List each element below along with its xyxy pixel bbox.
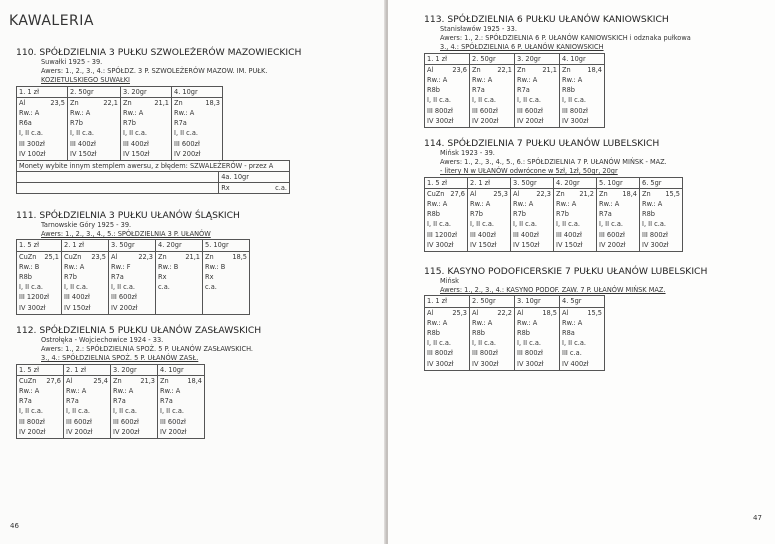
- cell-line: I, II c.a.: [472, 339, 496, 348]
- column-header: 5. 10gr: [203, 240, 250, 251]
- cell-line: I, II c.a.: [599, 220, 623, 229]
- variant-note-table: [16, 160, 290, 195]
- column-header: 3. 20gr: [111, 364, 158, 375]
- cell-line: Rw.: A: [70, 109, 91, 118]
- column-header: 5. 10gr: [597, 177, 640, 188]
- cell-line: Rw.: A: [19, 109, 40, 118]
- cell-line: I, II c.a.: [427, 96, 451, 105]
- cell-line: III 800zł: [427, 106, 453, 115]
- cell-line: Rx: [158, 273, 167, 282]
- cell-line: R8b: [472, 329, 485, 338]
- column-header: 3. 20gr: [515, 53, 560, 64]
- variant-blank: [17, 172, 219, 183]
- column-header: 4. 5gr: [560, 296, 605, 307]
- cell-line: I, II c.a.: [19, 407, 43, 416]
- cell-line: IV 200zł: [517, 116, 544, 125]
- cell-line: R8a: [562, 329, 575, 338]
- cell-line: III 800zł: [562, 106, 588, 115]
- coin-table: [16, 364, 205, 439]
- metal: Zn: [599, 189, 608, 198]
- right-page: [388, 0, 775, 544]
- diameter: 22,2: [497, 308, 512, 317]
- cell-line: IV 300zł: [427, 359, 454, 368]
- cell-line: Rw.: A: [19, 387, 40, 396]
- cell-line: R7a: [66, 397, 79, 406]
- section-title: 112. SPÓŁDZIELNIA 5 PUŁKU UŁANÓW ZASŁAWSKICH: [16, 325, 262, 336]
- column-header: 3. 50gr: [511, 177, 554, 188]
- cell-line: III 800zł: [427, 349, 453, 358]
- coin-table: [16, 86, 223, 161]
- cell-line: R8b: [642, 210, 655, 219]
- diameter: 21,1: [154, 98, 169, 107]
- diameter: 22,3: [536, 189, 551, 198]
- cell-line: III 1200zł: [19, 293, 50, 302]
- cell-line: I, II c.a.: [64, 283, 88, 292]
- metal: CuZn: [427, 189, 445, 198]
- coin-cell: [64, 375, 111, 438]
- cell-line: IV 300zł: [517, 359, 544, 368]
- metal: Zn: [70, 98, 79, 107]
- cell-line: I, II c.a.: [562, 339, 586, 348]
- column-header: 3. 10gr: [515, 296, 560, 307]
- coin-cell: [111, 375, 158, 438]
- cell-line: Rw.: A: [513, 200, 534, 209]
- coin-table: [424, 177, 683, 252]
- diameter: 22,3: [138, 252, 153, 261]
- cell-line: Rw.: B: [19, 262, 40, 271]
- page-number: 47: [753, 514, 762, 522]
- metal: Al: [513, 189, 520, 198]
- cell-line: I, II c.a.: [66, 407, 90, 416]
- cell-line: R7b: [470, 210, 483, 219]
- diameter: 22,1: [497, 65, 512, 74]
- coin-cell: [62, 251, 109, 314]
- coin-cell: [515, 307, 560, 370]
- column-header: 2. 50gr: [68, 86, 121, 97]
- cell-line: R8b: [427, 329, 440, 338]
- section-awers: Awers: 1., 2.: SPÓŁDZIELNIA 6 P. UŁANÓW KANIOWSKICH i odznaka pułkowa: [440, 34, 691, 43]
- diameter: 18,4: [587, 65, 602, 74]
- cell-line: Rw.: F: [111, 262, 131, 271]
- cell-line: III 600zł: [517, 106, 543, 115]
- cell-line: IV 300zł: [642, 240, 669, 249]
- section-place: Tarnowskie Góry 1925 - 39.: [41, 221, 132, 229]
- diameter: 27,6: [450, 189, 465, 198]
- variant-rx: Rx c.a.: [219, 183, 290, 194]
- cell-line: IV 150zł: [64, 303, 91, 312]
- cell-line: IV 300zł: [19, 303, 46, 312]
- cell-line: III 600zł: [472, 106, 498, 115]
- cell-line: Rw.: A: [472, 318, 493, 327]
- section-title: 114. SPÓŁDZIELNIA 7 PUŁKU UŁANÓW LUBELSKICH: [424, 138, 660, 149]
- coin-cell: [511, 188, 554, 251]
- coin-cell: [121, 97, 172, 160]
- cell-line: R7a: [472, 86, 485, 95]
- metal: CuZn: [19, 252, 37, 261]
- cell-line: IV 100zł: [19, 149, 46, 158]
- metal: Zn: [642, 189, 651, 198]
- section-112: [16, 325, 261, 439]
- metal: Zn: [174, 98, 183, 107]
- cell-line: Rw.: A: [470, 200, 491, 209]
- cell-line: III 400zł: [123, 139, 149, 148]
- cell-line: IV 200zł: [113, 427, 140, 436]
- cell-line: IV 200zł: [472, 116, 499, 125]
- coin-cell: [158, 375, 205, 438]
- column-header: 4. 10gr: [172, 86, 223, 97]
- section-awers: Awers: 1., 2., 3., 4., 5., 6.: SPÓŁDZIELNIA 7 P. UŁANÓW MIŃSK - MAZ.: [440, 158, 667, 167]
- cell-line: R7a: [517, 86, 530, 95]
- cell-line: III 600zł: [174, 139, 200, 148]
- metal: Zn: [160, 376, 169, 385]
- metal: Al: [470, 189, 477, 198]
- section-title: 113. SPÓŁDZIELNIA 6 PUŁKU UŁANÓW KANIOWSKICH: [424, 14, 669, 25]
- cell-line: I, II c.a.: [113, 407, 137, 416]
- cell-line: III 400zł: [470, 230, 496, 239]
- cell-line: IV 150zł: [513, 240, 540, 249]
- section-title: 111. SPÓŁDZIELNIA 3 PUŁKU UŁANÓW ŚLĄSKICH: [16, 210, 240, 221]
- metal: Zn: [556, 189, 565, 198]
- section-110: [16, 47, 301, 194]
- cell-line: IV 300zł: [472, 359, 499, 368]
- cell-line: III 800zł: [19, 417, 45, 426]
- cell-line: I, II c.a.: [174, 129, 198, 138]
- cell-line: I, II c.a.: [123, 129, 147, 138]
- metal: Al: [19, 98, 26, 107]
- cell-line: III 600zł: [113, 417, 139, 426]
- cell-line: R7a: [111, 273, 124, 282]
- cell-line: IV 200zł: [66, 427, 93, 436]
- section-awers-cont: 3., 4.: SPÓŁDZIELNIA 6 P. UŁANÓW KANIOWSKICH: [440, 43, 604, 52]
- coin-cell: [156, 251, 203, 314]
- section-114: [424, 138, 683, 252]
- cell-line: R8b: [427, 210, 440, 219]
- section-place: Mińsk 1923 - 39.: [440, 149, 495, 157]
- column-header: 4. 20gr: [156, 240, 203, 251]
- diameter: 25,3: [452, 308, 467, 317]
- cell-line: Rw.: A: [562, 318, 583, 327]
- section-113: [424, 14, 691, 128]
- metal: Zn: [158, 252, 167, 261]
- diameter: 25,4: [93, 376, 108, 385]
- metal: Al: [562, 308, 569, 317]
- cell-line: III 800zł: [642, 230, 668, 239]
- section-place: Suwałki 1925 - 39.: [41, 58, 103, 66]
- metal: Al: [66, 376, 73, 385]
- cell-line: III 800zł: [517, 349, 543, 358]
- diameter: 18,5: [232, 252, 247, 261]
- diameter: 15,5: [587, 308, 602, 317]
- metal: Zn: [123, 98, 132, 107]
- cell-line: I, II c.a.: [427, 339, 451, 348]
- section-115: [424, 266, 707, 371]
- column-header: 4. 20gr: [554, 177, 597, 188]
- metal: Al: [111, 252, 118, 261]
- cell-line: IV 300zł: [562, 116, 589, 125]
- diameter: 21,1: [185, 252, 200, 261]
- metal: Zn: [517, 65, 526, 74]
- column-header: 1. 1 zł: [425, 296, 470, 307]
- diameter: 21,3: [140, 376, 155, 385]
- cell-line: I, II c.a.: [70, 129, 94, 138]
- cell-line: Rw.: A: [562, 76, 583, 85]
- cell-line: R7a: [113, 397, 126, 406]
- coin-cell: [560, 307, 605, 370]
- cell-line: I, II c.a.: [513, 220, 537, 229]
- diameter: 23,5: [91, 252, 106, 261]
- diameter: 23,5: [50, 98, 65, 107]
- cell-line: IV 150zł: [70, 149, 97, 158]
- cell-line: Rw.: A: [64, 262, 85, 271]
- coin-cell: [554, 188, 597, 251]
- variant-note: Monety wybite innym stemplem awersu, z błędem: SZWALEŻERÓW - przez A: [17, 160, 290, 171]
- cell-line: R7b: [64, 273, 77, 282]
- column-header: 2. 1 zł: [64, 364, 111, 375]
- variant-value: 4a. 10gr: [219, 172, 290, 183]
- cell-line: III 800zł: [472, 349, 498, 358]
- cell-line: c.a.: [205, 283, 217, 292]
- coin-cell: [172, 97, 223, 160]
- page-number: 46: [10, 522, 19, 530]
- cell-line: R7b: [513, 210, 526, 219]
- section-title: 110. SPÓŁDZIELNIA 3 PUŁKU SZWOLEŻERÓW MAZOWIECKICH: [16, 47, 302, 58]
- column-header: 1. 5 zł: [17, 240, 62, 251]
- metal: CuZn: [19, 376, 37, 385]
- left-page: [0, 0, 386, 544]
- cell-line: I, II c.a.: [111, 283, 135, 292]
- cell-line: III 600zł: [66, 417, 92, 426]
- section-awers-cont: KOZIETULSKIEGO SUWAŁKI: [41, 76, 130, 85]
- diameter: 25,1: [44, 252, 59, 261]
- cell-line: Rw.: A: [556, 200, 577, 209]
- cell-line: III 400zł: [70, 139, 96, 148]
- coin-cell: [560, 64, 605, 127]
- cell-line: I, II c.a.: [470, 220, 494, 229]
- column-header: 2. 1 zł: [468, 177, 511, 188]
- diameter: 22,1: [103, 98, 118, 107]
- cell-line: R7a: [160, 397, 173, 406]
- section-awers-cont: - litery N w UŁANÓW odwrócone w 5zł, 1zł, 50gr, 20gr: [440, 167, 618, 176]
- cell-line: Rw.: A: [160, 387, 181, 396]
- column-header: 1. 5 zł: [425, 177, 468, 188]
- cell-line: Rw.: A: [472, 76, 493, 85]
- column-header: 4. 10gr: [560, 53, 605, 64]
- section-place: Ostrołęka - Wojciechowice 1924 - 33.: [41, 336, 164, 344]
- diameter: 21,1: [542, 65, 557, 74]
- cell-line: III 600zł: [111, 293, 137, 302]
- column-header: 1. 5 zł: [17, 364, 64, 375]
- column-header: 1. 1 zł: [17, 86, 68, 97]
- cell-line: III 600zł: [160, 417, 186, 426]
- column-header: 1. 1 zł: [425, 53, 470, 64]
- cell-line: Rw.: A: [427, 318, 448, 327]
- cell-line: III 400zł: [64, 293, 90, 302]
- section-awers: Awers: 1., 2., 3., 4.: SPÓŁDZ. 3 P. SZWOLEŻERÓW MAZOW. IM. PUŁK.: [41, 67, 268, 76]
- metal: Al: [472, 308, 479, 317]
- cell-line: R6a: [19, 119, 32, 128]
- diameter: 25,3: [493, 189, 508, 198]
- cell-line: IV 200zł: [174, 149, 201, 158]
- cell-line: R7b: [123, 119, 136, 128]
- cell-line: Rw.: A: [113, 387, 134, 396]
- coin-cell: [17, 97, 68, 160]
- coin-cell: [470, 64, 515, 127]
- cell-line: IV 200zł: [19, 427, 46, 436]
- cell-line: I, II c.a.: [472, 96, 496, 105]
- cell-line: [205, 292, 247, 302]
- cell-line: Rw.: A: [599, 200, 620, 209]
- section-awers: Awers: 1., 2.: SPÓŁDZIELNIA SPOŻ. 5 P. UŁANÓW ZASŁAWSKICH.: [41, 345, 254, 354]
- diameter: 18,5: [542, 308, 557, 317]
- coin-cell: [425, 307, 470, 370]
- diameter: 27,6: [46, 376, 61, 385]
- cell-line: R7a: [19, 397, 32, 406]
- cell-line: c.a.: [158, 283, 170, 292]
- coin-cell: [425, 188, 468, 251]
- cell-line: R8b: [19, 273, 32, 282]
- cell-line: Rw.: A: [427, 76, 448, 85]
- section-awers-cont: 3., 4.: SPÓŁDZIELNIA SPOŻ. 5 P. UŁANÓW ZASŁ.: [41, 354, 199, 363]
- cell-line: IV 400zł: [562, 359, 589, 368]
- metal: CuZn: [64, 252, 82, 261]
- diameter: 21,2: [579, 189, 594, 198]
- cell-line: IV 200zł: [111, 303, 138, 312]
- cell-line: Rw.: A: [642, 200, 663, 209]
- cell-line: I, II c.a.: [19, 283, 43, 292]
- coin-cell: [515, 64, 560, 127]
- cell-line: IV 300zł: [427, 240, 454, 249]
- cell-line: I, II c.a.: [160, 407, 184, 416]
- cell-line: III c.a.: [562, 349, 582, 358]
- cell-line: III 600zł: [599, 230, 625, 239]
- coin-cell: [109, 251, 156, 314]
- cell-line: I, II c.a.: [642, 220, 666, 229]
- cell-line: IV 150zł: [556, 240, 583, 249]
- coin-cell: [640, 188, 683, 251]
- section-awers: Awers: 1., 2., 3., 4., 5.: SPÓŁDZIELNIA 3 P. UŁANÓW: [41, 230, 211, 239]
- coin-cell: [17, 251, 62, 314]
- diameter: 18,3: [205, 98, 220, 107]
- cell-line: [158, 292, 200, 302]
- cell-line: R8b: [562, 86, 575, 95]
- cell-line: Rw.: A: [517, 318, 538, 327]
- cell-line: Rw.: A: [174, 109, 195, 118]
- diameter: 15,5: [665, 189, 680, 198]
- metal: Al: [427, 65, 434, 74]
- cell-line: Rw.: A: [427, 200, 448, 209]
- cell-line: R8b: [517, 329, 530, 338]
- cell-line: R7a: [599, 210, 612, 219]
- metal: Zn: [205, 252, 214, 261]
- cell-line: I, II c.a.: [517, 96, 541, 105]
- coin-cell: [425, 64, 470, 127]
- column-header: 2. 50gr: [470, 53, 515, 64]
- section-place: Mińsk: [440, 277, 459, 285]
- cell-line: [158, 303, 200, 313]
- metal: Al: [427, 308, 434, 317]
- cell-line: III 300zł: [19, 139, 45, 148]
- cell-line: Rw.: A: [66, 387, 87, 396]
- cell-line: IV 200zł: [160, 427, 187, 436]
- cell-line: Rw.: A: [517, 76, 538, 85]
- chapter-heading: KAWALERIA: [9, 13, 94, 29]
- column-header: 3. 50gr: [109, 240, 156, 251]
- column-header: 2. 50gr: [470, 296, 515, 307]
- coin-cell: [470, 307, 515, 370]
- column-header: 4. 10gr: [158, 364, 205, 375]
- cell-line: I, II c.a.: [556, 220, 580, 229]
- column-header: 6. 5gr: [640, 177, 683, 188]
- coin-table: [424, 53, 605, 128]
- cell-line: [205, 303, 247, 313]
- section-111: [16, 210, 250, 315]
- cell-line: I, II c.a.: [517, 339, 541, 348]
- cell-line: IV 300zł: [427, 116, 454, 125]
- cell-line: IV 200zł: [599, 240, 626, 249]
- cell-line: Rx: [205, 273, 214, 282]
- cell-line: Rw.: B: [158, 262, 179, 271]
- diameter: 18,4: [187, 376, 202, 385]
- cell-line: R8b: [427, 86, 440, 95]
- section-awers: Awers: 1., 2., 3., 4.: KASYNO PODOF. ZAW. 7 P. UŁANÓW MIŃSK MAZ.: [440, 286, 666, 295]
- cell-line: Rw.: B: [205, 262, 226, 271]
- diameter: 18,4: [622, 189, 637, 198]
- cell-line: R7a: [174, 119, 187, 128]
- variant-blank-2: [17, 183, 219, 194]
- metal: Zn: [472, 65, 481, 74]
- metal: Zn: [113, 376, 122, 385]
- cell-line: I, II c.a.: [427, 220, 451, 229]
- coin-cell: [468, 188, 511, 251]
- column-header: 2. 1 zł: [62, 240, 109, 251]
- cell-line: I, II c.a.: [562, 96, 586, 105]
- cell-line: R7b: [556, 210, 569, 219]
- cell-line: IV 150zł: [470, 240, 497, 249]
- coin-table: [16, 239, 250, 314]
- cell-line: R7b: [70, 119, 83, 128]
- cell-line: III 1200zł: [427, 230, 458, 239]
- section-title: 115. KASYNO PODOFICERSKIE 7 PUŁKU UŁANÓW LUBELSKICH: [424, 266, 708, 277]
- cell-line: III 400zł: [556, 230, 582, 239]
- cell-line: I, II c.a.: [19, 129, 43, 138]
- column-header: 3. 20gr: [121, 86, 172, 97]
- coin-cell: [203, 251, 250, 314]
- coin-cell: [17, 375, 64, 438]
- cell-line: Rw.: A: [123, 109, 144, 118]
- coin-cell: [597, 188, 640, 251]
- diameter: 23,6: [452, 65, 467, 74]
- cell-line: III 400zł: [513, 230, 539, 239]
- coin-table: [424, 295, 605, 370]
- metal: Al: [517, 308, 524, 317]
- metal: Zn: [562, 65, 571, 74]
- section-place: Stanisławów 1925 - 33.: [440, 25, 517, 33]
- coin-cell: [68, 97, 121, 160]
- cell-line: IV 150zł: [123, 149, 150, 158]
